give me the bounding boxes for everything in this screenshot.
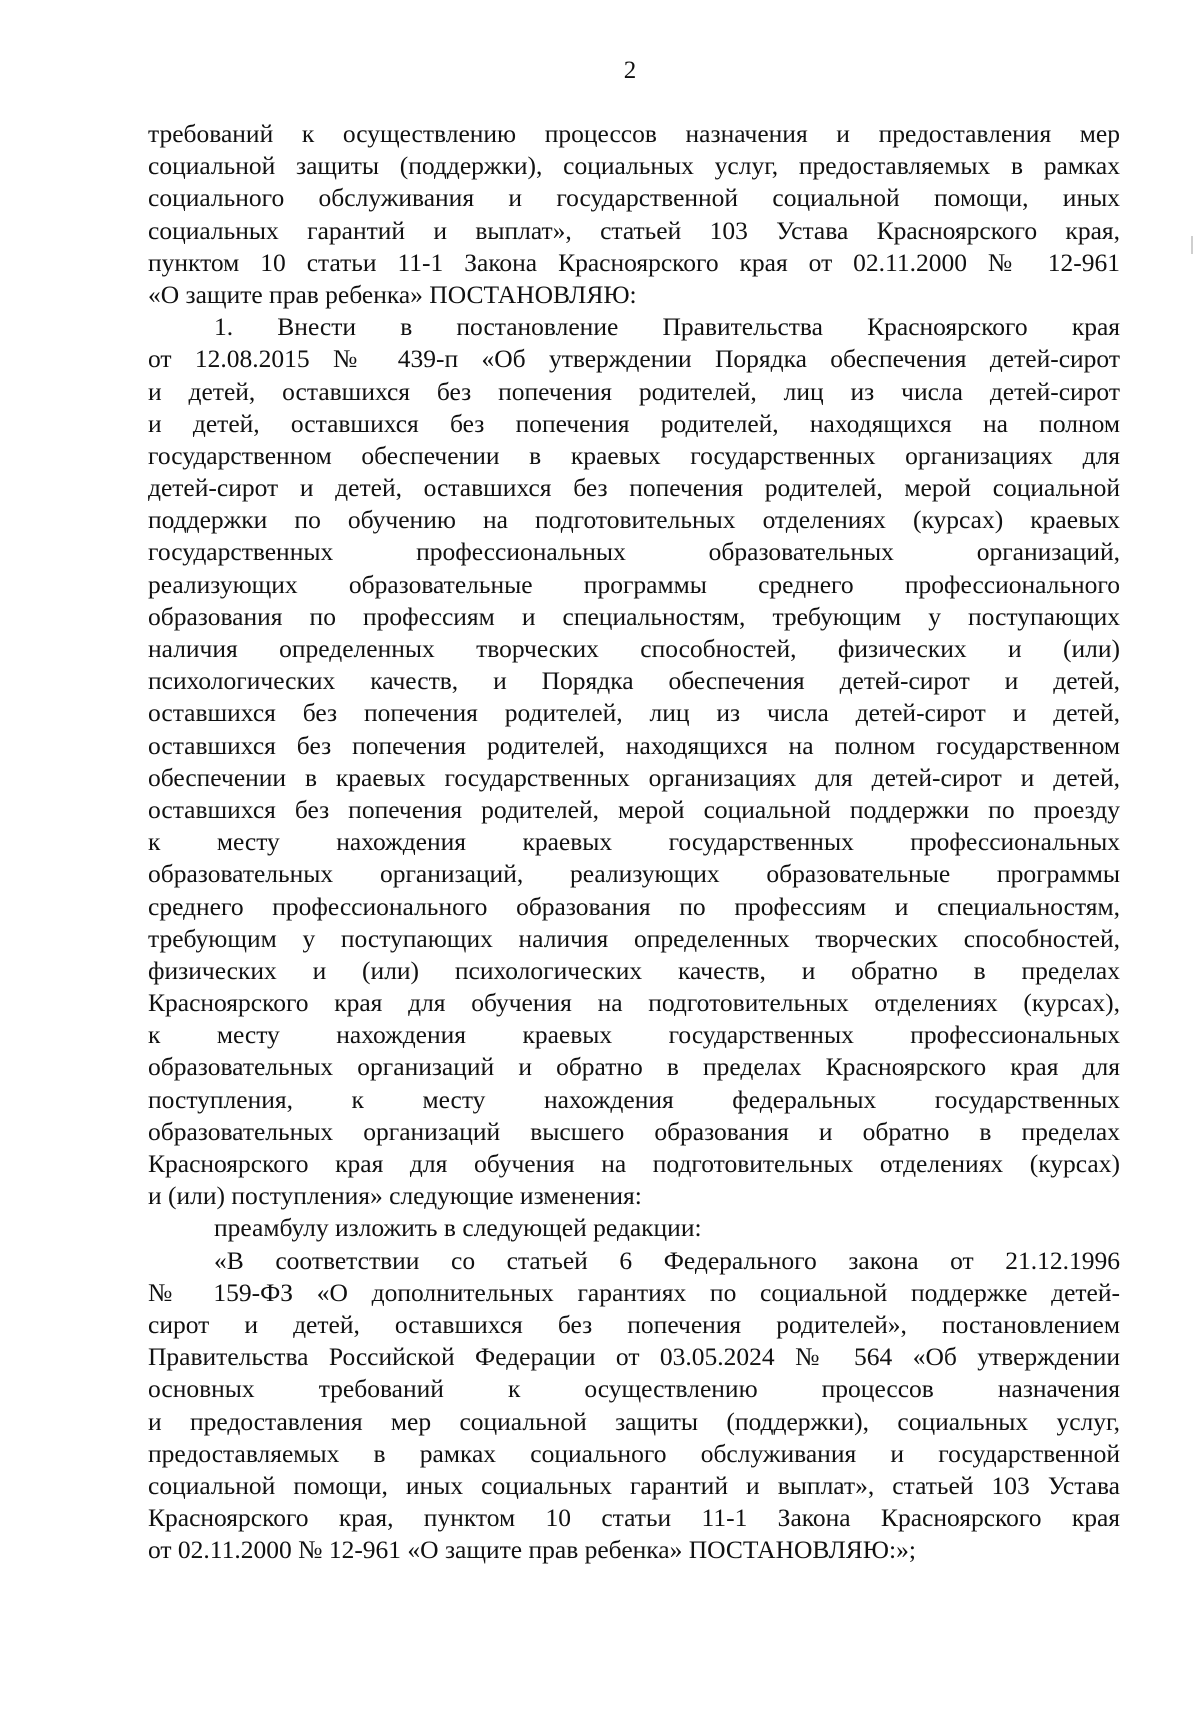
scan-artifact <box>1191 236 1193 254</box>
text-line: среднего профессионального образования по профессиям и специальностям, <box>148 891 1120 921</box>
text-line: оставшихся без попечения родителей, лиц из числа детей-сирот и детей, <box>148 698 1120 728</box>
text-line: Красноярского края для обучения на подготовительных отделениях (курсах), <box>148 988 1120 1018</box>
text-line: оставшихся без попечения родителей, находящихся на полном государственном <box>148 730 1120 760</box>
text-line: основных требований к осуществлению процессов назначения <box>148 1374 1120 1404</box>
text-line: к месту нахождения краевых государственных профессиональных <box>148 827 1120 857</box>
text-line: «В соответствии со статьей 6 Федерального закона от 21.12.1996 <box>214 1245 1120 1275</box>
text-line: Красноярского края для обучения на подготовительных отделениях (курсах) <box>148 1149 1120 1178</box>
text-line: образовательных организаций и обратно в пределах Красноярского края для <box>148 1052 1120 1082</box>
text-line: № 159-ФЗ «О дополнительных гарантиях по социальной поддержке детей- <box>148 1277 1120 1307</box>
text-line: образовательных организаций, реализующих образовательные программы <box>148 859 1120 889</box>
text-line: сирот и детей, оставшихся без попечения родителей», постановлением <box>148 1309 1120 1339</box>
text-line: психологических качеств, и Порядка обеспечения детей-сирот и детей, <box>148 666 1120 696</box>
text-line: Красноярского края, пунктом 10 статьи 11-1 Закона Красноярского края <box>148 1503 1120 1533</box>
page-number: 2 <box>623 57 637 84</box>
text-line: и детей, оставшихся без попечения родителей, находящихся на полном <box>148 408 1120 438</box>
text-line: преамбулу изложить в следующей редакции: <box>214 1213 702 1243</box>
text-line: социальных гарантий и выплат», статьей 103 Устава Красноярского края, <box>148 215 1120 245</box>
text-line: поступления, к месту нахождения федеральных государственных <box>148 1084 1120 1114</box>
text-line: требований к осуществлению процессов назначения и предоставления мер <box>148 119 1120 148</box>
text-line: и (или) поступления» следующие изменения: <box>148 1181 642 1211</box>
text-line: социальной защиты (поддержки), социальных услуг, предоставляемых в рамках <box>148 151 1120 181</box>
text-line: Правительства Российской Федерации от 03.05.2024 № 564 «Об утверждении <box>148 1342 1120 1372</box>
text-line: поддержки по обучению на подготовительных отделениях (курсах) краевых <box>148 505 1120 535</box>
text-line: социального обслуживания и государственной социальной помощи, иных <box>148 183 1120 213</box>
text-line: государственных профессиональных образовательных организаций, <box>148 537 1120 567</box>
text-line: 1. Внести в постановление Правительства Красноярского края <box>214 312 1120 342</box>
text-line: предоставляемых в рамках социального обслуживания и государственной <box>148 1438 1120 1468</box>
document-body <box>148 118 1120 1566</box>
text-line: к месту нахождения краевых государственных профессиональных <box>148 1020 1120 1050</box>
text-line: требующим у поступающих наличия определенных творческих способностей, <box>148 923 1120 953</box>
text-line: образования по профессиям и специальностям, требующим у поступающих <box>148 601 1120 631</box>
text-line: наличия определенных творческих способностей, физических и (или) <box>148 634 1120 663</box>
text-line: физических и (или) психологических качеств, и обратно в пределах <box>148 955 1120 985</box>
text-line: реализующих образовательные программы среднего профессионального <box>148 569 1120 599</box>
text-line: от 02.11.2000 № 12-961 «О защите прав ребенка» ПОСТАНОВЛЯЮ:»; <box>148 1535 916 1565</box>
text-line: от 12.08.2015 № 439-п «Об утверждении Порядка обеспечения детей-сирот <box>148 344 1120 374</box>
text-line: и детей, оставшихся без попечения родителей, лиц из числа детей-сирот <box>148 376 1120 406</box>
text-line: «О защите прав ребенка» ПОСТАНОВЛЯЮ: <box>148 279 637 309</box>
text-line: пунктом 10 статьи 11-1 Закона Красноярского края от 02.11.2000 № 12-961 <box>148 247 1120 277</box>
text-line: государственном обеспечении в краевых государственных организациях для <box>148 440 1120 470</box>
text-line: образовательных организаций высшего образования и обратно в пределах <box>148 1116 1120 1146</box>
text-line: обеспечении в краевых государственных организациях для детей-сирот и детей, <box>148 762 1120 792</box>
text-line: социальной помощи, иных социальных гарантий и выплат», статьей 103 Устава <box>148 1470 1120 1500</box>
text-line: оставшихся без попечения родителей, мерой социальной поддержки по проезду <box>148 794 1120 824</box>
text-line: и предоставления мер социальной защиты (поддержки), социальных услуг, <box>148 1406 1120 1436</box>
text-line: детей-сирот и детей, оставшихся без попечения родителей, мерой социальной <box>148 473 1120 503</box>
